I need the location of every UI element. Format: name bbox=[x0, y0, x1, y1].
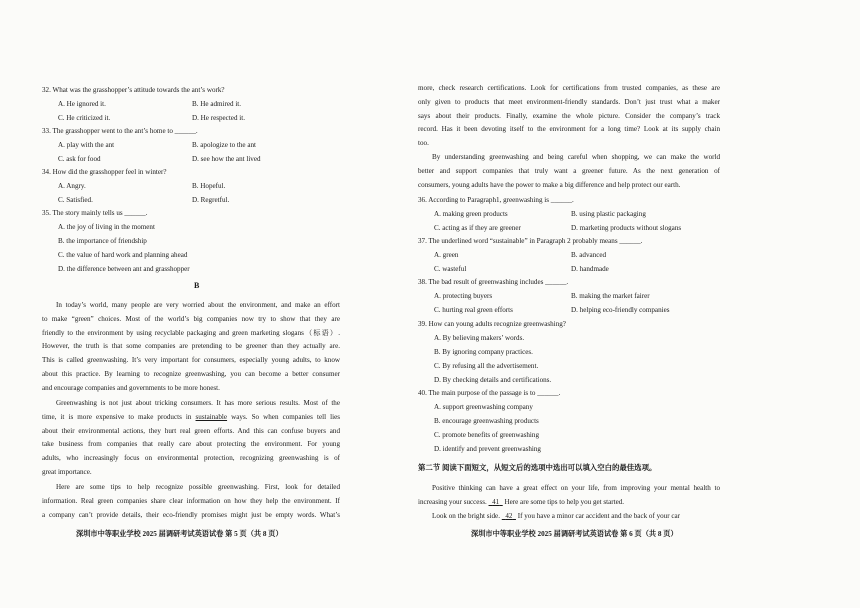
passage-line: By understanding greenwashing and being careful when shopping, we can make the world bbox=[432, 153, 720, 161]
question-37-option-b: B. advanced bbox=[571, 251, 607, 259]
question-40-stem: 40. The main purpose of the passage is to ______. bbox=[418, 389, 561, 397]
question-38-option-c: C. hurting real green efforts bbox=[434, 306, 513, 314]
passage-line: great importance. bbox=[42, 467, 92, 476]
question-34-stem: 34. How did the grasshopper feel in winter? bbox=[42, 168, 167, 176]
question-34-option-a: A. Angry. bbox=[58, 182, 86, 190]
passage-line: a company can’t provide details, their eco-friendly promises might just be empty words. What’s bbox=[42, 510, 340, 519]
question-32-option-a: A. He ignored it. bbox=[58, 100, 106, 108]
passage-line: consumers, young adults have the power to make a big difference and help protect our earth. bbox=[418, 180, 681, 189]
question-33-option-c: C. ask for food bbox=[58, 155, 101, 163]
passage-line: information. Real green companies share clear information on how they help the environment. If bbox=[42, 496, 340, 505]
passage-line: record. Has it been devoting itself to the environment for a long time? Look at its supply chain bbox=[418, 125, 720, 134]
passage-paragraph-4 bbox=[418, 151, 720, 192]
question-34-option-d: D. Regretful. bbox=[192, 196, 230, 204]
passage-line: about this practice. By learning to recognize greenwashing, you can become a better consumer bbox=[42, 369, 340, 378]
question-33-option-d: D. see how the ant lived bbox=[192, 155, 261, 163]
question-37-stem: 37. The underlined word “sustainable” in Paragraph 2 probably means ______. bbox=[418, 237, 643, 245]
passage-text: Here are some tips to help you get started. bbox=[504, 497, 625, 506]
question-37-option-a: A. green bbox=[434, 251, 459, 259]
passage-line: Greenwashing is not just about tricking consumers. It has more serious results. Most of the bbox=[56, 399, 340, 407]
question-38-option-a: A. protecting buyers bbox=[434, 292, 493, 300]
question-39-option-b: B. By ignoring company practices. bbox=[434, 348, 533, 356]
question-40-option-b: B. encourage greenwashing products bbox=[434, 417, 539, 425]
question-36-option-c: C. acting as if they are greener bbox=[434, 224, 521, 232]
passage-text: Look on the bright side. bbox=[432, 511, 500, 520]
passage-line: However, the truth is that some companies are pretending to be greener than they actually are. bbox=[42, 342, 340, 351]
question-38-stem: 38. The bad result of greenwashing includes ______. bbox=[418, 278, 569, 286]
passage-line: Positive thinking can have a great effect on your life, from improving your mental health to bbox=[432, 484, 720, 492]
blank-42: 42 bbox=[505, 511, 513, 520]
question-35-option-d: D. the difference between ant and grasshopper bbox=[58, 265, 190, 273]
question-34-option-b: B. Hopeful. bbox=[192, 182, 226, 190]
passage-line: too. bbox=[418, 139, 429, 148]
question-33-option-b: B. apologize to the ant bbox=[192, 141, 257, 149]
passage-line-with-underline: time, it is more expensive to make products in sustainable ways. So when companies tell lies bbox=[42, 412, 340, 421]
section-b-heading: B bbox=[194, 281, 200, 290]
passage-line: friendly to the environment by using recyclable packaging and green marketing slogans（标语）. bbox=[42, 328, 340, 337]
passage-line-with-blank-42 bbox=[418, 510, 720, 524]
passage-line: This is called greenwashing. It’s very important for consumers, especially young adults, to know bbox=[42, 356, 340, 365]
question-39-option-d: D. By checking details and certifications. bbox=[434, 376, 552, 384]
question-39-option-a: A. By believing makers’ words. bbox=[434, 334, 525, 342]
question-36-option-a: A. making green products bbox=[434, 210, 508, 218]
question-35-option-a: A. the joy of living in the moment bbox=[58, 223, 155, 231]
question-33-stem: 33. The grasshopper went to the ant’s home to ______. bbox=[42, 127, 198, 135]
passage-line: In today’s world, many people are very worried about the environment, and make an effort bbox=[56, 301, 340, 309]
question-32-stem: 32. What was the grasshopper’s attitude towards the ant’s work? bbox=[42, 86, 225, 94]
blank-41: 41 bbox=[492, 497, 500, 506]
question-34-option-c: C. Satisfied. bbox=[58, 196, 93, 204]
passage-paragraph-1 bbox=[42, 299, 340, 396]
question-39-stem: 39. How can young adults recognize greenwashing? bbox=[418, 320, 566, 328]
question-38-option-b: B. making the market fairer bbox=[571, 292, 650, 300]
passage-text: If you have a minor car accident and the back of your car bbox=[517, 511, 681, 520]
passage-line: adults, who increasingly focus on environmental protection, recognizing greenwashing is of bbox=[42, 454, 340, 463]
question-32-option-d: D. He respected it. bbox=[192, 114, 245, 122]
passage-line: take business from companies that really care about protecting the environment. For young bbox=[42, 440, 340, 449]
question-40-option-d: D. identify and prevent greenwashing bbox=[434, 445, 541, 453]
passage-line: Here are some tips to help recognize possible greenwashing. First, look for detailed bbox=[56, 483, 340, 491]
passage-line: says about their products. Finally, examine the whole picture. Consider the company’s track bbox=[418, 111, 720, 120]
passage-text: increasing your success. bbox=[418, 497, 487, 506]
question-32-option-c: C. He criticized it. bbox=[58, 114, 111, 122]
passage-line: and encourage companies and governments to be more honest. bbox=[42, 383, 220, 392]
passage-line: about their environmental actions, they hurt real green efforts. And this can confuse buyers and bbox=[42, 426, 340, 435]
question-32-option-b: B. He admired it. bbox=[192, 100, 242, 108]
question-35-stem: 35. The story mainly tells us ______. bbox=[42, 209, 148, 217]
passage-line: more, check research certifications. Look for certifications from trusted companies, as these are bbox=[418, 84, 720, 92]
passage-line-with-blank-41 bbox=[418, 496, 720, 510]
question-33-option-a: A. play with the ant bbox=[58, 141, 115, 149]
underlined-word: sustainable bbox=[195, 412, 228, 421]
question-40-option-c: C. promote benefits of greenwashing bbox=[434, 431, 539, 439]
question-37-option-d: D. handmade bbox=[571, 265, 609, 273]
page-footer: 深圳市中等职业学校 2025 届调研考试英语试卷 第 6 页（共 8 页） bbox=[471, 530, 678, 538]
passage-paragraph-3 bbox=[42, 481, 340, 522]
question-36-option-b: B. using plastic packaging bbox=[571, 210, 646, 218]
passage-continuation bbox=[418, 82, 720, 151]
passage-line: only given to products that meet environment-friendly standards. Don’t just trust what a maker bbox=[418, 97, 720, 106]
section-2-title: 第二节 阅读下面短文，从短文后的选项中选出可以填入空白的最佳选项。 bbox=[418, 463, 657, 472]
question-35-option-c: C. the value of hard work and planning ahead bbox=[58, 251, 188, 259]
question-39-option-c: C. By refusing all the advertisement. bbox=[434, 362, 539, 370]
question-35-option-b: B. the importance of friendship bbox=[58, 237, 147, 245]
question-40-option-a: A. support greenwashing company bbox=[434, 403, 533, 411]
page-footer: 深圳市中等职业学校 2025 届调研考试英语试卷 第 5 页（共 8 页） bbox=[76, 530, 283, 538]
question-37-option-c: C. wasteful bbox=[434, 265, 467, 273]
question-36-option-d: D. marketing products without slogans bbox=[571, 224, 682, 232]
question-36-stem: 36. According to Paragraph1, greenwashing is ______. bbox=[418, 196, 574, 204]
passage-line: to make “green” choices. Most of the world’s big companies now try to show that they are bbox=[42, 314, 340, 323]
passage-paragraph-2 bbox=[42, 397, 340, 480]
question-38-option-d: D. helping eco-friendly companies bbox=[571, 306, 670, 314]
exam-page-6 bbox=[418, 0, 860, 608]
section-2-passage bbox=[418, 482, 720, 523]
passage-line: better and support companies that truly want a greener future. As the next generation of bbox=[418, 166, 720, 175]
